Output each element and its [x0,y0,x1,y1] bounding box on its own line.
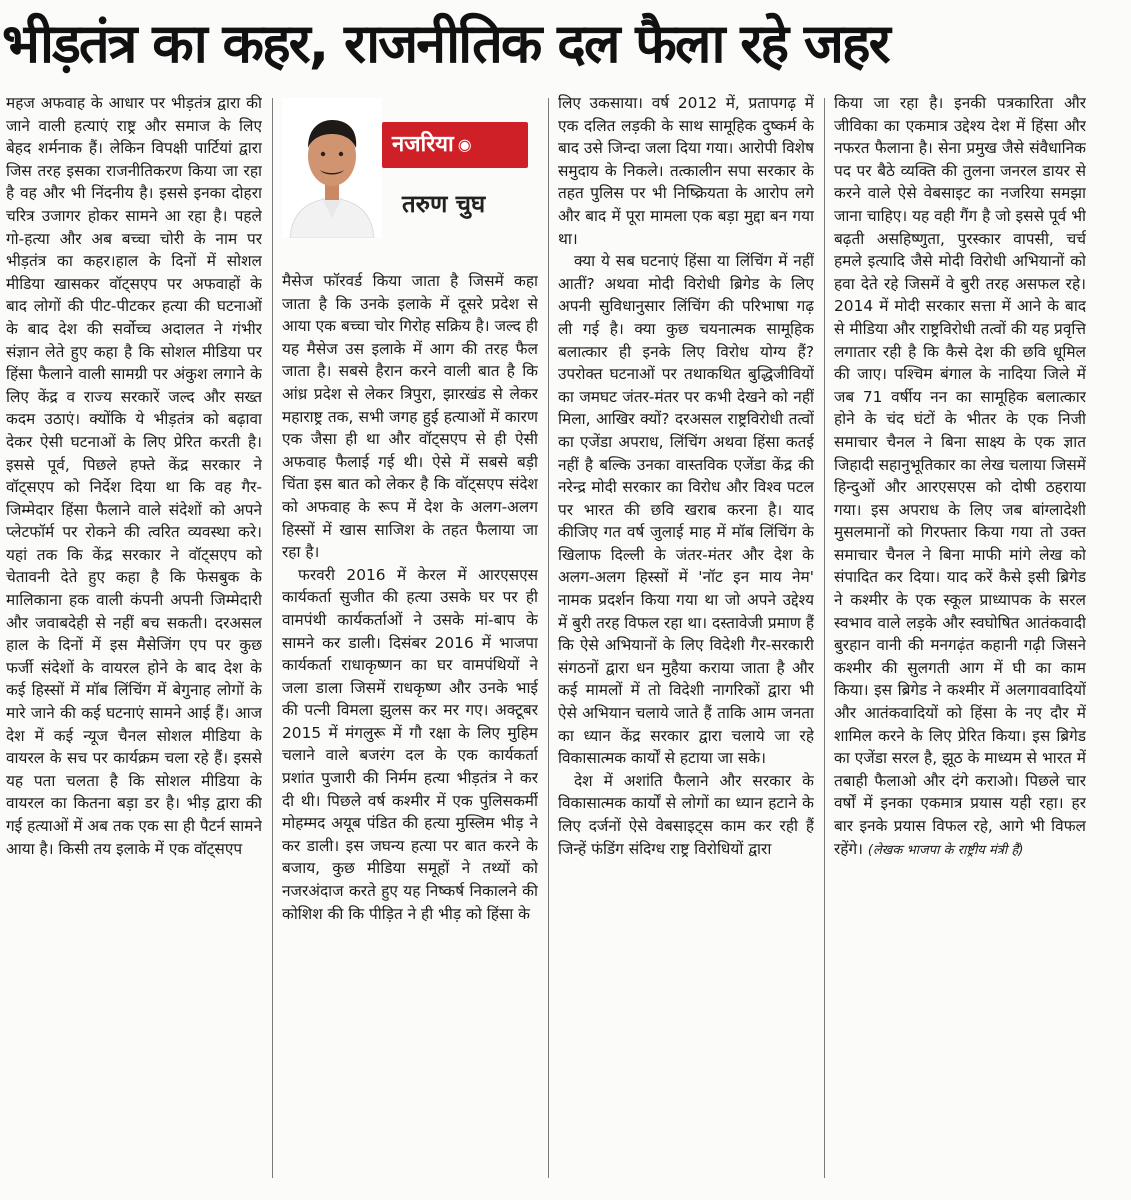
paragraph: लिए उकसाया। वर्ष 2012 में, प्रतापगढ़ में एक दलित लड़की के साथ सामूहिक दुष्कर्म के बाद उसे जिन्दा जला दिया गया। आरोपी विशेष समुदाय के निकले। तत्कालीन सपा सरकार के तहत पुलिस पर भी निष्क्रियता के आरोप लगे और बाद में पूरा मामला एक बड़ा मुद्दा बन गया था। [558,94,814,248]
author-name: तरुण चुघ [402,190,486,218]
section-tag-label: नजरिया [392,132,454,157]
paragraph: देश में अशांति फैलाने और सरकार के विकासात्मक कार्यों से लोगों का ध्यान हटाने के लिए दर्जनों ऐसे वेबसाइट्स काम कर रही हैं जिन्हें फंडिंग संदिग्ध राष्ट्र विरोधियों द्वारा [558,771,814,858]
paragraph: क्या ये सब घटनाएं हिंसा या लिंचिंग में नहीं आतीं? अथवा मोदी विरोधी ब्रिगेड के लिए अपनी सुविधानुसार लिंचिंग की परिभाषा गढ़ ली गई है। क्या कुछ चयनात्मक सामूहिक बलात्कार ही इनके लिए विरोध योग्य हैं? उपरोक्त घटनाओं पर तथाकथित बुद्धिजीवियों का जमघट जंतर-मंतर पर कभी देखने को नहीं मिला, आखिर क्यों? दरअसल राष्ट्रविरोधी तत्वों का एजेंडा अपराध, लिंचिंग अथवा हिंसा कतई नहीं है बल्कि उनका वास्तविक एजेंडा केंद्र की नरेन्द्र मोदी सरकार का विरोध और विश्व पटल पर भारत की छवि खराब करना है। याद कीजिए गत वर्ष जुलाई माह में मॉब लिंचिंग के खिलाफ दिल्ली के जंतर-मंतर और देश के अलग-अलग हिस्सों में 'नॉट इन माय नेम' नामक प्रदर्शन किया गया था जो अपने उद्देश्य में बुरी तरह विफल रहा था। दस्तावेजी प्रमाण हैं कि ऐसे अभियानों के लिए विदेशी गैर-सरकारी संगठनों द्वारा धन मुहैया कराया जाता है और कई मामलों में तो विदेशी नागरिकों द्वारा भी ऐसे अभियान चलाये जाते हैं ताकि आम जनता का ध्यान केंद्र सरकार द्वारा चलाये जा रहे विकासात्मक कार्यों से हटाया जा सके। [558,252,814,768]
article-column-4 [834,92,1086,1192]
author-photo [282,98,382,238]
column-divider [548,98,549,1178]
paragraph-text: किया जा रहा है। इनकी पत्रकारिता और जीविका का एकमात्र उद्देश्य देश में हिंसा और नफरत फैलाना है। सेना प्रमुख जैसे संवैधानिक पद पर बैठे व्यक्ति की तुलना जनरल डायर से करने वाले ऐसे वेबसाइट का नजरिया समझा जाना चाहिए। यह वही गैंग है जो इससे पूर्व भी बढ़ती असहिष्णुता, पुरस्कार वापसी, चर्च हमले इत्यादि जैसे मोदी विरोधी अभियानों को हवा देते रहे जिसमें वे बुरी तरह असफल रहे। 2014 में मोदी सरकार सत्ता में आने के बाद से मीडिया और राष्ट्रविरोधी तत्वों की यह प्रवृत्ति लगातार रही है कि कैसे देश की छवि धूमिल की जाए। पश्चिम बंगाल के नादिया जिले में जब 71 वर्षीय नन का सामूहिक बलात्कार होने के चंद घंटों के भीतर के एक निजी समाचार चैनल ने बिना साक्ष्य के एक ज्ञात जिहादी सहानुभूतिकार का लेख चलाया जिसमें हिन्दुओं और आरएसएस को दोषी ठहराया गया। इस अपराध के लिए जब बांग्लादेशी मुसलमानों को गिरफ्तार किया गया तो उक्त समाचार चैनल ने बिना माफी मांगे लेख को संपादित कर दिया। याद करें कैसे इसी ब्रिगेड ने कश्मीर के एक स्कूल प्राध्यापक के सरल स्वभाव वाले लड़के और स्वघोषित आतंकवादी बुरहान वानी की मनगढ़ंत कहानी गढ़ी जिसने कश्मीर की सुलगती आग में घी का काम किया। इस ब्रिगेड ने कश्मीर में अलगाववादियों और आतंकवादियों को हिंसा के नए दौर में शामिल करने के लिए प्रेरित किया। इस ब्रिगेड का एजेंडा सरल है, झूठ के माध्यम से भारत में तबाही फैलाओ और दंगे कराओ। पिछले चार वर्षों में इनका एकमात्र प्रयास यही रहा। हर बार इनके प्रयास विफल रहे, आगे भी विफल रहेंगे। [834,94,1086,858]
paragraph: मैसेज फॉरवर्ड किया जाता है जिसमें कहा जाता है कि उनके इलाके में दूसरे प्रदेश से आया एक बच्चा चोर गिरोह सक्रिय है। जल्द ही यह मैसेज उस इलाके में आग की तरह फैल जाता है। सबसे हैरान करने वाली बात है कि आंध्र प्रदेश से लेकर त्रिपुरा, झारखंड से लेकर महाराष्ट्र तक, सभी जगह हुई हत्याओं में कारण एक जैसा ही था और वॉट्सएप से ही ऐसी अफवाह फैलाई गई थी। ऐसे में सबसे बड़ी चिंता इस बात को लेकर है कि वॉट्सएप संदेश को अफवाह के रूप में देश के अलग-अलग हिस्सों में खास साजिश के तहत फैलाया जा रहा है। [282,272,538,562]
author-byline-note: (लेखक भाजपा के राष्ट्रीय मंत्री हैं) [867,842,1024,858]
eye-icon: ◉ [457,135,472,154]
paragraph [834,92,1086,862]
paragraph: महज अफवाह के आधार पर भीड़तंत्र द्वारा की जाने वाली हत्याएं राष्ट्र और समाज के लिए बेहद शर्मनाक हैं। लेकिन विपक्षी पार्टियां द्वारा जिस तरह इसका राजनीतिकरण किया जा रहा है वह और भी निंदनीय है। इससे इनका दोहरा चरित्र उजागर होकर सामने आ रहा है। पहले गो-हत्या और अब बच्चा चोरी के नाम पर भीड़तंत्र का कहर।हाल के दिनों में सोशल मीडिया खासकर वॉट्सएप पर अफवाहों के बाद लोगों की पीट-पीटकर हत्या की घटनाओं के बाद देश की सर्वोच्च अदालत ने गंभीर संज्ञान लेते हुए कहा है कि सोशल मीडिया पर हिंसा फैलाने वाली सामग्री पर अंकुश लगाने के लिए केंद्र व राज्य सरकारें जल्द और सख्त कदम उठाएं। क्योंकि ये भीड़तंत्र को बढ़ावा देकर ऐसी घटनाओं के लिए प्रेरित करती है। इससे पूर्व, पिछले हफ्ते केंद्र सरकार ने वॉट्सएप को निर्देश दिया था कि वह गैर-जिम्मेदार हिंसा फैलाने वाले संदेशों को अपने प्लेटफॉर्म पर रोकने की त्वरित व्यवस्था करे। यहां तक कि केंद्र सरकार ने वॉट्सएप को चेतावनी देते हुए कहा है कि फेसबुक के मालिकाना हक वाली कंपनी अपनी जिम्मेदारी और जवाबदेही से नहीं बच सकती। दरअसल हाल के दिनों में इस मैसेजिंग एप पर कुछ फर्जी संदेशों के वायरल होने के बाद देश के कई हिस्सों में मॉब लिंचिंग में बेगुनाह लोगों के मारे जाने की कई घटनाएं सामने आई हैं। आज देश में कई न्यूज चैनल सोशल मीडिया के वायरल के सच पर कार्यक्रम चला रहे हैं। इससे यह पता चलता है कि सोशल मीडिया के वायरल का कितना बड़ा डर है। भीड़ द्वारा की गई हत्याओं में अब तक एक सा ही पैटर्न सामने आया है। किसी तय इलाके में एक वॉट्सएप [6,94,262,858]
article-column-2 [282,270,538,1192]
article-column-3 [558,92,814,1192]
column-divider [272,98,273,1178]
page-bottom [0,1193,1131,1200]
column-header [282,98,538,256]
column-divider [824,98,825,1178]
section-tag [382,122,528,168]
paragraph: फरवरी 2016 में केरल में आरएसएस कार्यकर्ता सुजीत की हत्या उसके घर पर ही वामपंथी कार्यकर्ताओं ने उसके मां-बाप के सामने कर डाली। दिसंबर 2016 में भाजपा कार्यकर्ता राधाकृष्णन का घर वामपंथियों ने जला डाला जिसमें राधकृष्ण और उनके भाई की पत्नी विमला झुलस कर मर गए। अक्टूबर 2015 में मंगलुरू में गौ रक्षा के लिए मुहिम चलाने वाले बजरंग दल के एक कार्यकर्ता प्रशांत पुजारी की निर्मम हत्या भीड़तंत्र ने कर दी थी। पिछले वर्ष कश्मीर में एक पुलिसकर्मी मोहम्मद अयूब पंडित की हत्या मुस्लिम भीड़ ने कर डाली। इस जघन्य हत्या पर बात करने के बजाय, कुछ मीडिया समूहों ने तथ्यों को नजरअंदाज करते हुए यह निष्कर्ष निकालने की कोशिश की कि पीड़ित ने ही भीड़ को हिंसा के [282,565,538,923]
headline: भीड़तंत्र का कहर, राजनीतिक दल फैला रहे जहर [2,12,889,75]
article-column-1 [6,92,262,1192]
